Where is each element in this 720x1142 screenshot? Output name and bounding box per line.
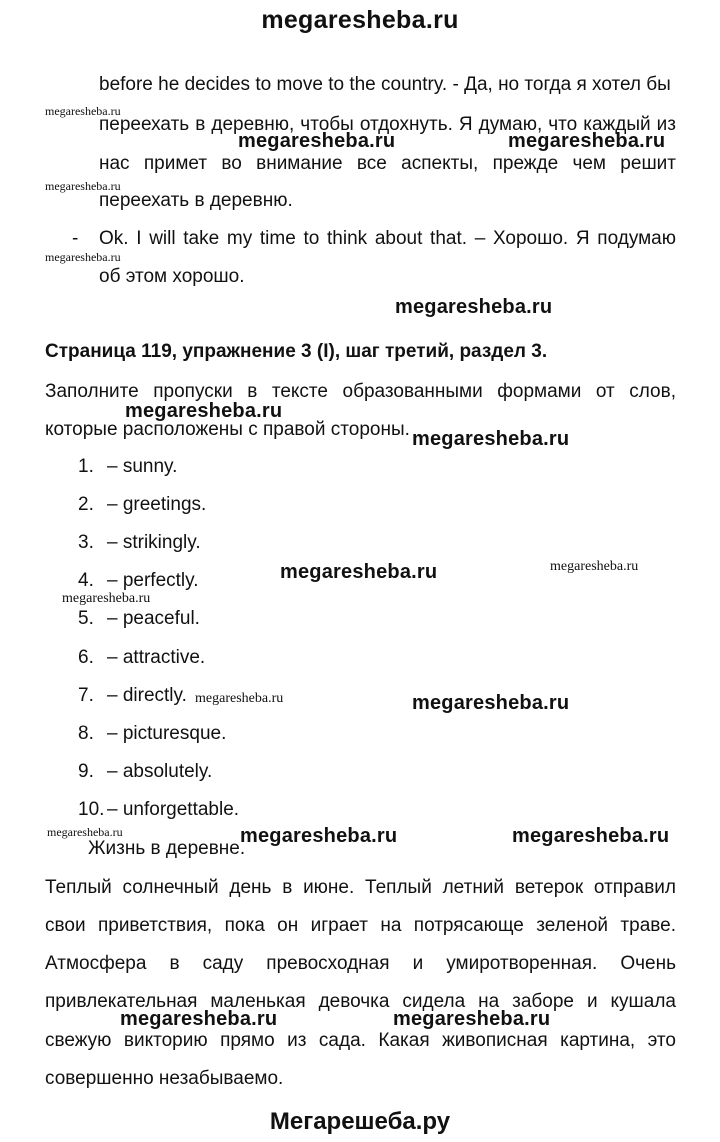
dialogue-line: об этом хорошо. [99, 266, 245, 287]
dialogue-line: нас примет во внимание все аспекты, прежде чем решит [99, 153, 676, 174]
bullet-dash: - [72, 228, 79, 249]
answer-text: – greetings. [107, 494, 207, 515]
watermark: megaresheba.ru [550, 559, 639, 574]
answer-number: 8. [78, 723, 94, 744]
watermark: megaresheba.ru [120, 1008, 278, 1030]
watermark: megaresheba.ru [47, 825, 123, 839]
answer-number: 3. [78, 532, 94, 553]
footer-title: Мегарешеба.ру [269, 1108, 451, 1135]
task-text: Заполните пропуски в тексте образованными формами от слов, [45, 381, 676, 402]
answer-number: 2. [78, 494, 94, 515]
story-line: Теплый солнечный день в июне. Теплый летний ветерок отправил [45, 877, 676, 898]
watermark: megaresheba.ru [412, 692, 570, 714]
watermark: megaresheba.ru [45, 104, 121, 118]
answer-number: 4. [78, 570, 94, 591]
dialogue-line: переехать в деревню. [99, 190, 293, 211]
watermark: megaresheba.ru [412, 428, 570, 450]
answer-number: 9. [78, 761, 94, 782]
watermark: megaresheba.ru [238, 130, 396, 152]
answer-number: 5. [78, 608, 94, 629]
dialogue-line: Ok. I will take my time to think about that. – Хорошо. Я подумаю [99, 228, 676, 249]
answer-text: – attractive. [107, 647, 206, 668]
watermark: megaresheba.ru [395, 296, 553, 318]
dialogue-line: переехать в деревню, чтобы отдохнуть. Я думаю, что каждый из [99, 114, 676, 135]
answer-text: – perfectly. [107, 570, 199, 591]
answer-text: – directly. [107, 685, 187, 706]
watermark: megaresheba.ru [280, 561, 438, 583]
watermark: megaresheba.ru [508, 130, 666, 152]
watermark: megaresheba.ru [45, 179, 121, 193]
dialogue-line: before he decides to move to the country. - Да, но тогда я хотел бы [99, 74, 671, 95]
watermark: megaresheba.ru [195, 691, 284, 706]
answer-text: – sunny. [107, 456, 178, 477]
answer-text: – picturesque. [107, 723, 227, 744]
watermark: megaresheba.ru [125, 400, 283, 422]
story-line: привлекательная маленькая девочка сидела на заборе и кушала [45, 991, 676, 1012]
section-heading: Страница 119, упражнение 3 (I), шаг третий, раздел 3. [45, 341, 548, 362]
task-text: которые расположены с правой стороны. [45, 419, 410, 440]
answer-number: 10. [78, 799, 105, 820]
story-line: Атмосфера в саду превосходная и умиротворенная. Очень [45, 953, 676, 974]
answer-number: 6. [78, 647, 94, 668]
answer-text: – peaceful. [107, 608, 200, 629]
story-line: свои приветствия, пока он играет на потрясающе зеленой траве. [45, 915, 676, 936]
story-title: Жизнь в деревне. [88, 838, 246, 859]
answer-text: – unforgettable. [107, 799, 240, 820]
answer-text: – strikingly. [107, 532, 201, 553]
watermark: megaresheba.ru [393, 1008, 551, 1030]
site-title: megaresheba.ru [261, 6, 459, 34]
answer-text: – absolutely. [107, 761, 213, 782]
watermark: megaresheba.ru [512, 825, 670, 847]
answer-number: 7. [78, 685, 94, 706]
watermark: megaresheba.ru [240, 825, 398, 847]
watermark: megaresheba.ru [62, 591, 151, 606]
answer-number: 1. [78, 456, 94, 477]
story-line: совершенно незабываемо. [45, 1068, 284, 1089]
watermark: megaresheba.ru [45, 250, 121, 264]
story-line: свежую викторию прямо из сада. Какая живописная картина, это [45, 1030, 676, 1051]
